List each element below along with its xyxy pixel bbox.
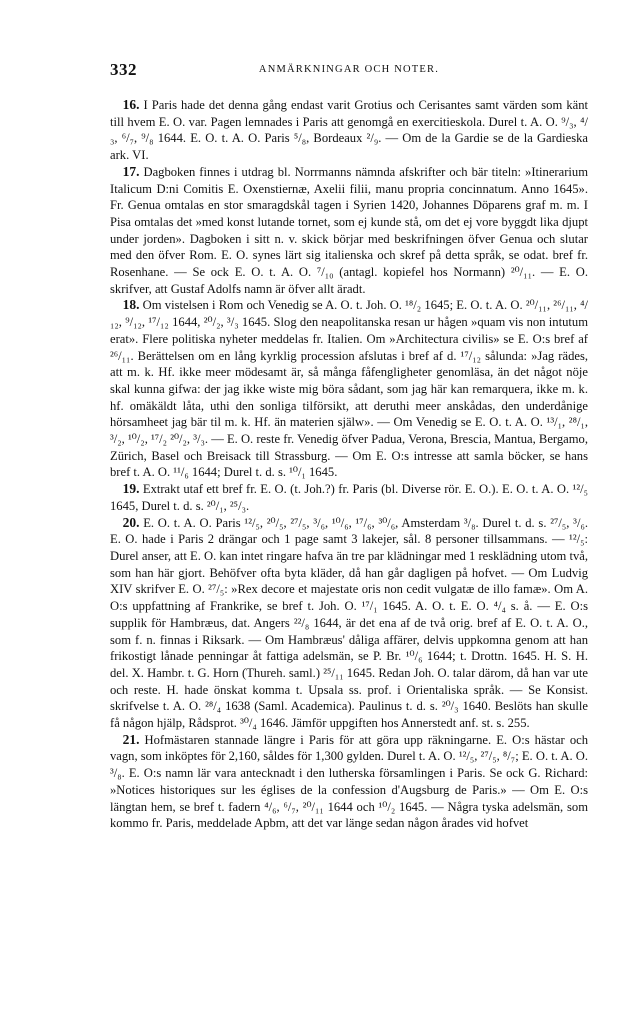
- page-header: [110, 60, 588, 84]
- note-text: Extrakt utaf ett bref fr. E. O. (t. Joh.?) fr. Paris (bl. Diverse rör. E. O.). E. O. t. A. O. ¹²/₅ 1645, Durel t. d. s. ²⁰/₁, ²⁵/₃.: [110, 482, 588, 513]
- note-text: Om vistelsen i Rom och Venedig se A. O. t. Joh. O. ¹⁸/₂ 1645; E. O. t. A. O. ²⁰/₁₁, ²⁶/₁₁, ⁴/₁₂, ⁹/₁₂, ¹⁷/₁₂ 1644, ²⁰/₂, ³/₃ 1645. Slog den neapolitanska resan ur hågen »quam vis non intutum erat». Flere politiska nyheter meddelas fr. Italien. Om »Architectura civilis» se E. O:s bref af ²⁶/₁₁. Berättelsen om en lång kyrklig procession afslutas i bref af d. ¹⁷/₁₂ sålunda: »Jag rädes, att m. k. Hf. ikke meer mödesamt är, så många fåfengligheter genomläsa, än det något nöje skal kunna gifwa: der jag ikke wiste mig böra sådant, som jag här kan remarquera, ikke m. k. hf. omäkäldt låta, uthi den sonliga tilförsikt, att deruthi meer anskådas, den underdånige hörsamheet jag bär til m. k. Hf. än materien själw». — Om Venedig se E. O. t. A. O. ¹³/₁, ²⁸/₁, ³/₂, ¹⁰/₂, ¹⁷/₂ ²⁰/₂, ³/₃. — E. O. reste fr. Venedig öfver Padua, Verona, Brescia, Mantua, Bergamo, Zürich, Basel och Breisack till Strassburg. — Om E. O:s intresse att samla böcker, se hans bref t. A. O. ¹¹/₆ 1644; Durel t. d. s. ¹⁰/₁ 1645.: [110, 298, 588, 480]
- note-number: 21.: [122, 731, 140, 747]
- note-number: 18.: [122, 297, 140, 313]
- note-text: E. O. t. A. O. Paris ¹²/₅, ²⁰/₅, ²⁷/₅, ³/₆, ¹⁰/₆, ¹⁷/₆, ³⁰/₆, Amsterdam ³/₈. Durel t. d. s. ²⁷/₅, ³/₆. E. O. hade i Paris 2 drängar och 1 page samt 3 lakejer, sål. 8 personer tillsammans. — ¹²/₅: Durel anser, att E. O. kan intet ringare hafva än tre par klädningar med 1 resklädning utom två, som han här gjort. Behöfver ofta byta kläder, då han går dagligen på hofvet. — Om Ludvig XIV skrifver E. O. ²⁷/₅: »Rex decore et majestate oris non cedit vulgatæ de illo famæ». Om A. O:s uppfattning af Frankrike, se bref t. Joh. O. ¹⁷/₁ 1645. A. O. t. E. O. ⁴/₄ s. å. — E. O:s supplik för Hambræus, dat. Angers ²²/₈ 1644, är det ena af de två orig. bref af E. O. t. A. O., som f. n. finnas i Riksark. — Om Hambræus' dåliga affärer, delvis uppkomna genom att han frikostigt lånade penningar åt fattiga adelsmän, se P. Br. ¹⁰/₆ 1644; t. Drottn. 1645. H. S. H. del. X. Hambr. t. G. Horn (Thureh. saml.) ²⁵/₁₁ 1645. Redan Joh. O. talar därom, då han var ute och reste. H. hade önskat komma t. Upsala ss. prof. i Orientaliska språk. — Se Konsist. skrifvelse t. A. O. ²⁸/₄ 1638 (Saml. Academica). Paulinus t. d. s. ²⁰/₃ 1640. Beslöts han skulle få någon hjälp, Rådsprot. ³⁰/₄ 1646. Jämför uppgiften hos Annerstedt anf. st. s. 255.: [110, 515, 588, 731]
- page-number: 332: [110, 60, 137, 79]
- running-title: ANMÄRKNINGAR OCH NOTER.: [258, 64, 440, 75]
- note-text: Hofmästaren stannade längre i Paris för att göra upp räkningarne. E. O:s hästar och vagn, som inköptes för 2,160, såldes för 1,300 gylden. Durel t. A. O. ¹²/₅, ²⁷/₅, ⁸/₇; E. O. t. A. O. ³/₈. E. O:s namn lär vara antecknadt i den lutherska församlingen i Paris. Se ock G. Richard: »Notices historiques sur les églises de la confession d'Augsburg de Paris.» — Om E. O:s längtan hem, se bref t. fadern ⁴/₆, ⁶/₇, ²⁰/₁₁ 1644 och ¹⁰/₂ 1645. — Några tyska adelsmän, som kommo fr. Paris, meddelade Apbm, att det var länge sedan någon årades vid hofvet: [110, 732, 588, 831]
- notes-body: [110, 97, 588, 832]
- note-21: [110, 732, 588, 832]
- note-text: Dagboken finnes i utdrag bl. Norrmanns nämnda afskrifter och bär titeln: »Itinerarium Italicum D:ni Comitis E. Oxenstiernæ, Axelii filii, manu propria concinnatum. Anno 1645». Fr. Genua omtalas en stor smaragdskål tagen i Syrien 1420, Johannes Döparens graf m. m. I Pisa omtalas det »med konst lutande tornet, som ej kunde stå, om det ej vore byggdt lika djupt under jorden». Dagboken i sitt n. v. skick börjar med beskrifningen öfver Genua och slutar med den öfver Rom. E. O. synes lärt sig italienska och skref på detta språk, se odat. bref fr. Rosenhane. — Se ock E. O. t. A. O. ⁷/₁₀ (antagl. kopiefel hos Normann) ²⁰/₁₁. — E. O. skrifver, att Gustaf Adolfs namn är öfver allt äradt.: [110, 164, 588, 296]
- note-20: [110, 515, 588, 732]
- note-number: 16.: [122, 97, 140, 112]
- note-number: 20.: [122, 514, 140, 530]
- note-text: I Paris hade det denna gång endast varit Grotius och Cerisantes samt värden som känt till hvem E. O. var. Pagen lemnades i Paris att genomgå en exercitieskola. Durel t. A. O. ⁹/₃, ⁴/₃, ⁶/₇, ⁹/₈ 1644. E. O. t. A. O. Paris ⁵/₈, Bordeaux ²/₉. — Om de la Gardie se de la Gardieska ark. VI.: [110, 98, 588, 163]
- note-17: [110, 164, 588, 298]
- note-number: 19.: [122, 481, 140, 497]
- note-18: [110, 297, 588, 481]
- note-number: 17.: [122, 163, 140, 179]
- note-19: [110, 481, 588, 514]
- note-16: [110, 97, 588, 164]
